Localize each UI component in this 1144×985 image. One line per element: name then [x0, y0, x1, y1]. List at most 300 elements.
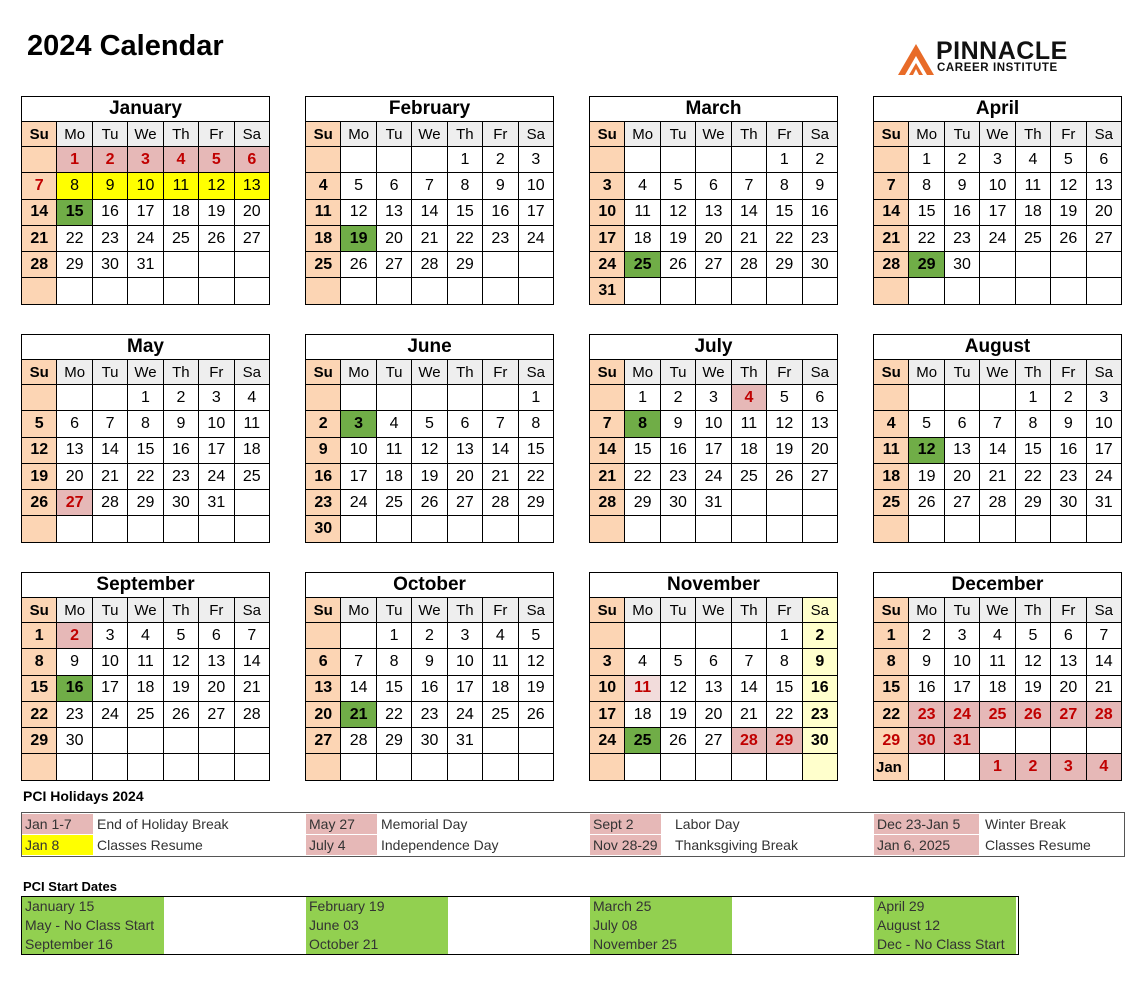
weekday-header: Mo — [341, 598, 376, 623]
day-cell: 15 — [518, 437, 553, 463]
empty-cell — [22, 278, 57, 304]
empty-cell — [518, 278, 553, 304]
weekday-header: Su — [874, 360, 909, 385]
day-cell: 3 — [1086, 385, 1121, 411]
month-july — [589, 334, 838, 543]
weekday-header: Fr — [1051, 360, 1086, 385]
weekday-header: Th — [1015, 360, 1050, 385]
empty-cell — [306, 754, 341, 780]
day-cell: 15 — [767, 199, 802, 225]
holidays-title: PCI Holidays 2024 — [23, 788, 144, 804]
day-cell: 24 — [199, 463, 234, 489]
weekday-header: Mo — [625, 598, 660, 623]
day-cell: 6 — [944, 411, 979, 437]
empty-cell — [802, 278, 837, 304]
day-cell: 27 — [199, 701, 234, 727]
day-cell: 21 — [731, 225, 766, 251]
day-cell: 14 — [22, 199, 57, 225]
month-name: February — [306, 97, 554, 122]
day-cell: 2 — [306, 411, 341, 437]
empty-cell — [590, 623, 625, 649]
start-date: May - No Class Start — [25, 917, 155, 933]
day-cell: 25 — [625, 728, 660, 754]
empty-cell — [980, 252, 1015, 278]
day-cell: 21 — [234, 675, 269, 701]
empty-cell — [767, 490, 802, 516]
start-date: November 25 — [593, 936, 678, 952]
day-cell: 19 — [199, 199, 234, 225]
day-cell: 15 — [22, 675, 57, 701]
weekday-header: Fr — [199, 598, 234, 623]
holiday-name: Labor Day — [675, 816, 740, 832]
day-cell: 27 — [306, 728, 341, 754]
holiday-name: End of Holiday Break — [97, 816, 229, 832]
day-cell: 16 — [909, 675, 944, 701]
day-cell: 3 — [518, 147, 553, 173]
day-cell: 13 — [199, 649, 234, 675]
day-cell: 28 — [1086, 701, 1121, 727]
day-cell: 22 — [128, 463, 163, 489]
empty-cell — [980, 516, 1015, 542]
empty-cell — [163, 754, 198, 780]
start-date: Dec - No Class Start — [877, 936, 1005, 952]
day-cell: 16 — [306, 463, 341, 489]
day-cell: 2 — [909, 623, 944, 649]
empty-cell — [163, 728, 198, 754]
empty-cell — [1051, 516, 1086, 542]
empty-cell — [306, 623, 341, 649]
day-cell: 11 — [234, 411, 269, 437]
day-cell: 9 — [1051, 411, 1086, 437]
month-name: November — [590, 573, 838, 598]
day-cell: 10 — [518, 173, 553, 199]
day-cell: 23 — [306, 490, 341, 516]
holiday-name: Independence Day — [381, 837, 499, 853]
day-cell: 17 — [92, 675, 127, 701]
empty-cell — [660, 147, 695, 173]
weekday-header: Mo — [909, 598, 944, 623]
day-cell: 18 — [625, 225, 660, 251]
day-cell: 28 — [731, 252, 766, 278]
day-cell: 24 — [92, 701, 127, 727]
empty-cell — [199, 516, 234, 542]
weekday-header: Fr — [199, 122, 234, 147]
empty-cell — [1086, 278, 1121, 304]
empty-cell — [518, 252, 553, 278]
day-cell: 12 — [660, 675, 695, 701]
start-date: March 25 — [593, 898, 652, 914]
day-cell: 8 — [22, 649, 57, 675]
day-cell: 3 — [944, 623, 979, 649]
month-name: June — [306, 335, 554, 360]
empty-cell — [412, 754, 447, 780]
day-cell: 13 — [1051, 649, 1086, 675]
empty-cell — [1086, 516, 1121, 542]
day-cell: 27 — [376, 252, 411, 278]
day-cell: 27 — [696, 252, 731, 278]
holiday-date: July 4 — [306, 835, 377, 855]
empty-cell — [944, 278, 979, 304]
month-name: December — [874, 573, 1122, 598]
day-cell: 18 — [731, 437, 766, 463]
day-cell: 1 — [128, 385, 163, 411]
holiday-name: Classes Resume — [97, 837, 203, 853]
start-date: October 21 — [309, 936, 379, 952]
day-cell: 18 — [625, 701, 660, 727]
empty-cell — [874, 278, 909, 304]
holiday-date: Dec 23-Jan 5 — [874, 814, 979, 834]
day-cell: 8 — [128, 411, 163, 437]
day-cell: 5 — [518, 623, 553, 649]
day-cell: 31 — [696, 490, 731, 516]
day-cell: 23 — [483, 225, 518, 251]
day-cell: 9 — [57, 649, 92, 675]
empty-cell — [874, 385, 909, 411]
day-cell: 8 — [767, 649, 802, 675]
day-cell: 28 — [874, 252, 909, 278]
day-cell: 23 — [57, 701, 92, 727]
day-cell: 4 — [874, 411, 909, 437]
weekday-header: We — [696, 598, 731, 623]
day-cell: 26 — [660, 728, 695, 754]
day-cell: 12 — [341, 199, 376, 225]
holiday-name: Memorial Day — [381, 816, 468, 832]
start-date: June 03 — [309, 917, 359, 933]
day-cell: 2 — [944, 147, 979, 173]
day-cell: 25 — [874, 490, 909, 516]
weekday-header: Tu — [376, 598, 411, 623]
weekday-header: Th — [447, 598, 482, 623]
empty-cell — [57, 385, 92, 411]
day-cell: 2 — [483, 147, 518, 173]
empty-cell — [731, 147, 766, 173]
weekday-header: We — [128, 122, 163, 147]
day-cell: 14 — [483, 437, 518, 463]
day-cell: 4 — [731, 385, 766, 411]
weekday-header: Sa — [1086, 598, 1121, 623]
empty-cell — [518, 516, 553, 542]
empty-cell — [660, 623, 695, 649]
weekday-header: Fr — [483, 360, 518, 385]
empty-cell — [1086, 728, 1121, 754]
weekday-header: Su — [22, 360, 57, 385]
day-cell: 23 — [802, 701, 837, 727]
day-cell: 25 — [1015, 225, 1050, 251]
day-cell: 18 — [874, 463, 909, 489]
day-cell: 15 — [57, 199, 92, 225]
day-cell: 25 — [306, 252, 341, 278]
empty-cell — [234, 490, 269, 516]
empty-cell — [306, 278, 341, 304]
day-cell: 4 — [980, 623, 1015, 649]
day-cell: 1 — [1015, 385, 1050, 411]
day-cell: 30 — [909, 728, 944, 754]
empty-cell — [128, 278, 163, 304]
day-cell: 30 — [306, 516, 341, 542]
empty-cell — [199, 754, 234, 780]
weekday-header: We — [696, 360, 731, 385]
day-cell: 15 — [447, 199, 482, 225]
day-cell: 20 — [234, 199, 269, 225]
weekday-header: Su — [306, 360, 341, 385]
day-cell: 18 — [128, 675, 163, 701]
day-cell: 27 — [802, 463, 837, 489]
day-cell: 18 — [234, 437, 269, 463]
day-cell: 27 — [57, 490, 92, 516]
month-name: July — [590, 335, 838, 360]
empty-cell — [802, 516, 837, 542]
day-cell: 4 — [1086, 754, 1121, 780]
empty-cell — [483, 728, 518, 754]
day-cell: 7 — [234, 623, 269, 649]
day-cell: 16 — [412, 675, 447, 701]
weekday-header: Su — [590, 360, 625, 385]
day-cell: 12 — [22, 437, 57, 463]
day-cell: 26 — [909, 490, 944, 516]
day-cell: 12 — [518, 649, 553, 675]
weekday-header: We — [412, 360, 447, 385]
day-cell: 28 — [341, 728, 376, 754]
empty-cell — [660, 278, 695, 304]
day-cell: 26 — [767, 463, 802, 489]
empty-cell — [412, 516, 447, 542]
day-cell: 27 — [1086, 225, 1121, 251]
weekday-header: Sa — [234, 598, 269, 623]
day-cell: 31 — [944, 728, 979, 754]
empty-cell — [696, 754, 731, 780]
day-cell: 20 — [696, 701, 731, 727]
empty-cell — [376, 516, 411, 542]
holiday-date: Nov 28-29 — [590, 835, 661, 855]
empty-cell — [22, 754, 57, 780]
day-cell: 25 — [163, 225, 198, 251]
month-august — [873, 334, 1122, 543]
day-cell: 17 — [199, 437, 234, 463]
day-cell: 18 — [483, 675, 518, 701]
day-cell: 14 — [1086, 649, 1121, 675]
empty-cell — [660, 516, 695, 542]
empty-cell — [341, 623, 376, 649]
day-cell: 7 — [483, 411, 518, 437]
day-cell: 23 — [1051, 463, 1086, 489]
day-cell: 29 — [128, 490, 163, 516]
next-month-label: Jan — [874, 754, 909, 780]
weekday-header: We — [696, 122, 731, 147]
day-cell: 14 — [980, 437, 1015, 463]
month-may — [21, 334, 270, 543]
weekday-header: Fr — [483, 122, 518, 147]
day-cell: 3 — [447, 623, 482, 649]
day-cell: 29 — [447, 252, 482, 278]
weekday-header: Fr — [767, 360, 802, 385]
day-cell: 5 — [22, 411, 57, 437]
empty-cell — [376, 278, 411, 304]
day-cell: 25 — [234, 463, 269, 489]
day-cell: 14 — [412, 199, 447, 225]
logo-text: PINNACLE — [936, 37, 1068, 65]
day-cell: 8 — [1015, 411, 1050, 437]
day-cell: 8 — [518, 411, 553, 437]
empty-cell — [696, 623, 731, 649]
day-cell: 5 — [767, 385, 802, 411]
weekday-header: Tu — [376, 360, 411, 385]
day-cell: 23 — [660, 463, 695, 489]
day-cell: 7 — [92, 411, 127, 437]
empty-cell — [1086, 252, 1121, 278]
month-name: April — [874, 97, 1122, 122]
day-cell: 3 — [128, 147, 163, 173]
empty-cell — [92, 385, 127, 411]
day-cell: 2 — [802, 147, 837, 173]
day-cell: 21 — [590, 463, 625, 489]
day-cell: 7 — [341, 649, 376, 675]
weekday-header: Sa — [518, 360, 553, 385]
empty-cell — [909, 754, 944, 780]
weekday-header: Fr — [1051, 122, 1086, 147]
day-cell: 26 — [412, 490, 447, 516]
empty-cell — [128, 754, 163, 780]
day-cell: 12 — [199, 173, 234, 199]
day-cell: 3 — [980, 147, 1015, 173]
empty-cell — [412, 385, 447, 411]
day-cell: 19 — [412, 463, 447, 489]
weekday-header: Mo — [341, 122, 376, 147]
empty-cell — [1015, 278, 1050, 304]
day-cell: 25 — [980, 701, 1015, 727]
empty-cell — [306, 385, 341, 411]
day-cell: 21 — [483, 463, 518, 489]
day-cell: 7 — [980, 411, 1015, 437]
day-cell: 23 — [944, 225, 979, 251]
day-cell: 17 — [944, 675, 979, 701]
day-cell: 19 — [1015, 675, 1050, 701]
day-cell: 24 — [980, 225, 1015, 251]
day-cell: 24 — [341, 490, 376, 516]
empty-cell — [1015, 516, 1050, 542]
day-cell: 10 — [980, 173, 1015, 199]
day-cell: 19 — [22, 463, 57, 489]
month-october — [305, 572, 554, 781]
day-cell: 13 — [57, 437, 92, 463]
empty-cell — [590, 516, 625, 542]
empty-cell — [234, 516, 269, 542]
empty-cell — [980, 278, 1015, 304]
day-cell: 25 — [376, 490, 411, 516]
day-cell: 15 — [1015, 437, 1050, 463]
day-cell: 11 — [874, 437, 909, 463]
day-cell: 26 — [341, 252, 376, 278]
day-cell: 29 — [518, 490, 553, 516]
day-cell: 22 — [57, 225, 92, 251]
empty-cell — [625, 754, 660, 780]
day-cell: 3 — [92, 623, 127, 649]
day-cell: 22 — [447, 225, 482, 251]
day-cell: 2 — [1015, 754, 1050, 780]
weekday-header: Tu — [660, 122, 695, 147]
day-cell: 5 — [909, 411, 944, 437]
holidays-table — [21, 812, 1125, 857]
day-cell: 9 — [163, 411, 198, 437]
weekday-header: Tu — [660, 598, 695, 623]
day-cell: 22 — [376, 701, 411, 727]
weekday-header: Th — [731, 122, 766, 147]
empty-cell — [199, 252, 234, 278]
day-cell: 16 — [1051, 437, 1086, 463]
empty-cell — [731, 516, 766, 542]
day-cell: 30 — [1051, 490, 1086, 516]
day-cell: 21 — [874, 225, 909, 251]
day-cell: 26 — [1051, 225, 1086, 251]
day-cell: 30 — [944, 252, 979, 278]
holiday-name: Winter Break — [985, 816, 1066, 832]
day-cell: 20 — [802, 437, 837, 463]
day-cell: 11 — [980, 649, 1015, 675]
day-cell: 25 — [731, 463, 766, 489]
empty-cell — [909, 278, 944, 304]
start-dates-column — [22, 897, 164, 954]
day-cell: 13 — [447, 437, 482, 463]
empty-cell — [909, 385, 944, 411]
day-cell: 12 — [909, 437, 944, 463]
day-cell: 13 — [944, 437, 979, 463]
empty-cell — [447, 754, 482, 780]
day-cell: 7 — [590, 411, 625, 437]
day-cell: 30 — [163, 490, 198, 516]
day-cell: 5 — [1015, 623, 1050, 649]
month-name: October — [306, 573, 554, 598]
start-date: July 08 — [593, 917, 638, 933]
day-cell: 15 — [767, 675, 802, 701]
day-cell: 17 — [980, 199, 1015, 225]
empty-cell — [22, 516, 57, 542]
empty-cell — [92, 278, 127, 304]
empty-cell — [57, 754, 92, 780]
day-cell: 7 — [731, 649, 766, 675]
day-cell: 18 — [163, 199, 198, 225]
empty-cell — [341, 147, 376, 173]
day-cell: 1 — [909, 147, 944, 173]
day-cell: 22 — [909, 225, 944, 251]
empty-cell — [518, 728, 553, 754]
day-cell: 26 — [163, 701, 198, 727]
weekday-header: Tu — [660, 360, 695, 385]
day-cell: 9 — [306, 437, 341, 463]
weekday-header: Th — [731, 598, 766, 623]
empty-cell — [234, 252, 269, 278]
start-dates-column — [874, 897, 1016, 954]
day-cell: 31 — [128, 252, 163, 278]
empty-cell — [306, 147, 341, 173]
day-cell: 31 — [199, 490, 234, 516]
day-cell: 19 — [909, 463, 944, 489]
day-cell: 4 — [376, 411, 411, 437]
month-december — [873, 572, 1122, 781]
holiday-name: Thanksgiving Break — [675, 837, 798, 853]
weekday-header: Tu — [92, 598, 127, 623]
weekday-header: Th — [163, 122, 198, 147]
day-cell: 5 — [412, 411, 447, 437]
day-cell: 28 — [483, 490, 518, 516]
day-cell: 28 — [731, 728, 766, 754]
empty-cell — [767, 754, 802, 780]
start-dates-column — [306, 897, 448, 954]
empty-cell — [625, 278, 660, 304]
empty-cell — [1015, 252, 1050, 278]
month-september — [21, 572, 270, 781]
day-cell: 17 — [128, 199, 163, 225]
day-cell: 15 — [909, 199, 944, 225]
weekday-header: We — [980, 122, 1015, 147]
